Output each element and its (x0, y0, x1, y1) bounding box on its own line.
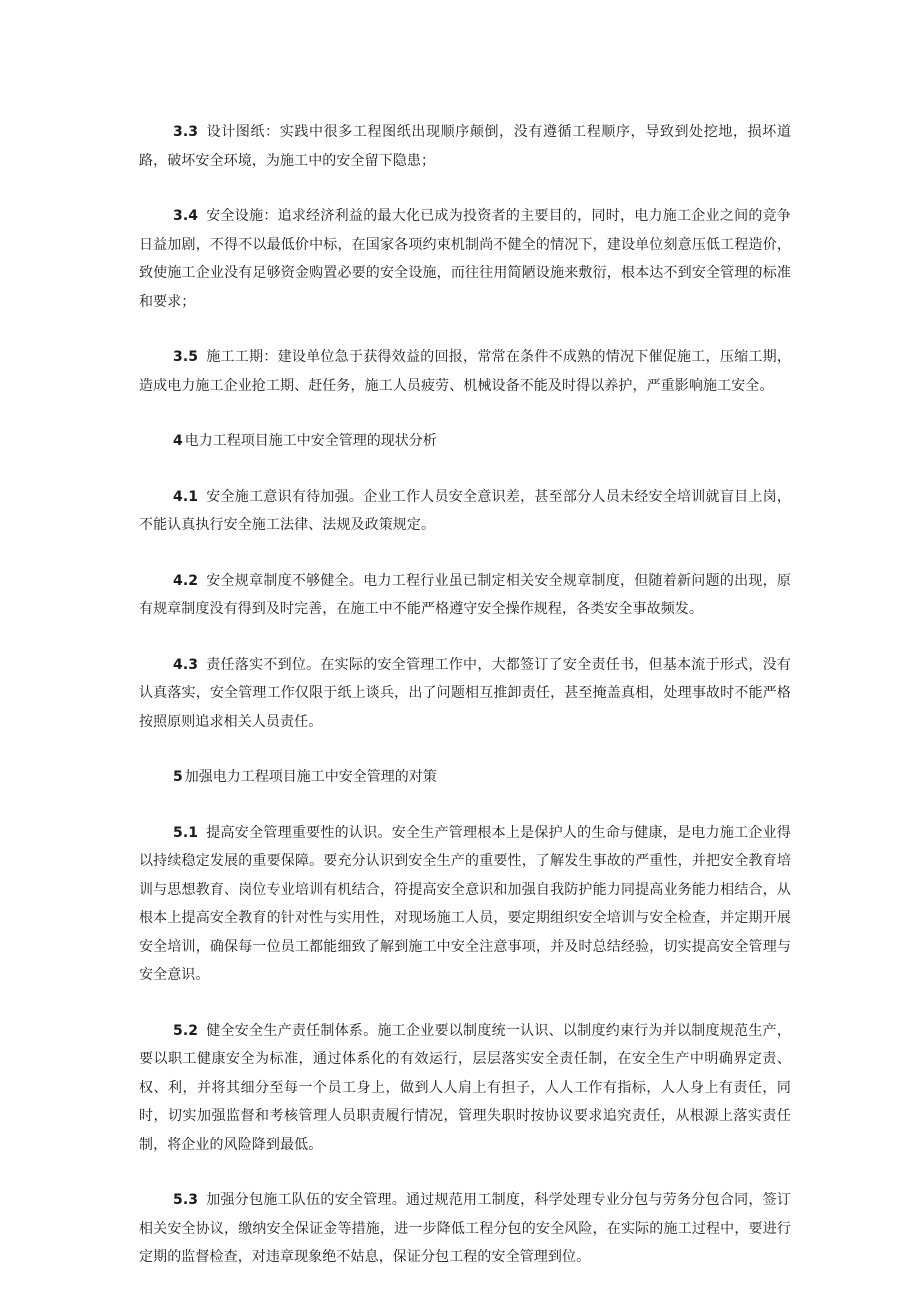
section-heading-4 (139, 427, 791, 456)
section-number: 5.3 (173, 1192, 199, 1208)
section-number: 4.3 (173, 656, 199, 673)
section-number: 4 (173, 433, 183, 449)
paragraph-text: 设计图纸：实践中很多工程图纸出现顺序颠倒，没有遵循工程顺序，导致到处挖地，损坏道路，破坏安全环境，为施工中的安全留下隐患； (139, 124, 791, 169)
paragraph-text: 安全规章制度不够健全。电力工程行业虽已制定相关安全规章制度，但随着新问题的出现，原有规章制度没有得到及时完善，在施工中不能严格遵守安全操作规程，各类安全事故频发。 (139, 572, 791, 617)
paragraph-text: 责任落实不到位。在实际的安全管理工作中，大都签订了安全责任书，但基本流于形式，没有认真落实，安全管理工作仅限于纸上谈兵，出了问题相互推卸责任，甚至掩盖真相，处理事故时不能严格按照原则追求相关人员责任。 (139, 656, 791, 730)
paragraph-text: 安全设施：追求经济利益的最大化已成为投资者的主要目的，同时，电力施工企业之间的竞争日益加剧，不得不以最低价中标，在国家各项约束机制尚不健全的情况下，建设单位刻意压低工程造价，致使施工企业没有足够资金购置必要的安全设施，而往往用简陋设施来敷衍，根本达不到安全管理的标准和要求； (139, 208, 791, 310)
paragraph-5-3 (139, 1186, 791, 1272)
section-heading-5 (139, 763, 791, 792)
paragraph-4-3 (139, 651, 791, 737)
section-number: 5 (173, 769, 183, 785)
paragraph-5-2 (139, 1017, 791, 1160)
section-number: 5.2 (173, 1022, 199, 1039)
section-number: 4.2 (173, 572, 199, 589)
paragraph-text: 健全安全生产责任制体系。施工企业要以制度统一认识、以制度约束行为并以制度规范生产，要以职工健康安全为标准，通过体系化的有效运行，层层落实安全责任制，在安全生产中明确界定责、权、利，并将其细分至每一个员工身上，做到人人肩上有担子，人人工作有指标，人人身上有责任，同时，切实加强监督和考核管理人员职责履行情况，管理失职时按协议要求追究责任，从根源上落实责任制，将企业的风险降到最低。 (139, 1022, 791, 1153)
paragraph-text: 施工工期：建设单位急于获得效益的回报，常常在条件不成熟的情况下催促施工，压缩工期，造成电力施工企业抢工期、赶任务，施工人员疲劳、机械设备不能及时得以养护，严重影响施工安全。 (139, 349, 791, 394)
section-number: 3.3 (173, 124, 199, 140)
paragraph-text: 加强分包施工队伍的安全管理。通过规范用工制度，科学处理专业分包与劳务分包合同，签订相关安全协议，缴纳安全保证金等措施，进一步降低工程分包的安全风险，在实际的施工过程中，要进行定期的监督检查，对违章现象绝不姑息，保证分包工程的安全管理到位。 (139, 1192, 791, 1265)
section-number: 4.1 (173, 488, 199, 505)
paragraph-3-3 (139, 118, 791, 175)
paragraph-4-1 (139, 483, 791, 540)
paragraph-text: 提高安全管理重要性的认识。安全生产管理根本上是保护人的生命与健康，是电力施工企业得以持续稳定发展的重要保障。要充分认识到安全生产的重要性，了解发生事故的严重性，并把安全教育培训与思想教育、岗位专业培训有机结合，符提高安全意识和加强自我防护能力同提高业务能力相结合，从根本上提高安全教育的针对性与实用性，对现场施工人员，要定期组织安全培训与安全检查，并定期开展安全培训，确保每一位员工都能细致了解到施工中安全注意事项，并及时总结经验，切实提高安全管理与安全意识。 (139, 824, 791, 983)
document-page (139, 118, 791, 1299)
paragraph-3-5 (139, 343, 791, 400)
paragraph-4-2 (139, 567, 791, 624)
heading-text: 电力工程项目施工中安全管理的现状分析 (184, 433, 437, 449)
heading-text: 加强电力工程项目施工中安全管理的对策 (184, 769, 437, 785)
paragraph-3-4 (139, 202, 791, 316)
section-number: 5.1 (173, 824, 199, 841)
section-number: 3.4 (173, 208, 199, 224)
section-number: 3.5 (173, 349, 199, 365)
paragraph-5-1 (139, 819, 791, 990)
paragraph-text: 安全施工意识有待加强。企业工作人员安全意识差，甚至部分人员未经安全培训就盲目上岗，不能认真执行安全施工法律、法规及政策规定。 (139, 488, 791, 533)
